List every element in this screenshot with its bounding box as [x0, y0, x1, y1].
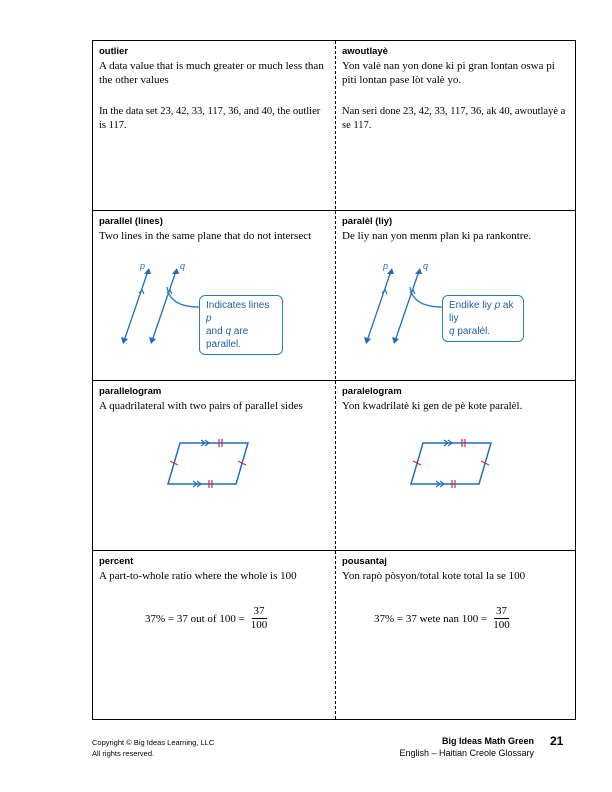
callout-pointer	[406, 283, 446, 311]
copyright-text: Copyright © Big Ideas Learning, LLC	[92, 738, 215, 747]
definition-creole: Yon valè nan yon done ki pi gran lontan oswa pi piti lontan pase lòt valè yo.	[342, 60, 555, 86]
term-english: outlier	[99, 46, 129, 57]
callout-parallel-creole: Endike liy p ak liy q paralèl.	[442, 295, 524, 342]
creole-cell	[336, 41, 577, 210]
fraction: $\frac{37}{100}$	[250, 605, 268, 631]
parallelogram-figure	[406, 439, 496, 489]
definition-english: Two lines in the same plane that do not intersect	[99, 230, 312, 242]
english-cell	[93, 41, 335, 210]
term-english: parallel (lines)	[99, 216, 163, 227]
page-number: 21	[550, 734, 564, 748]
glossary-table	[92, 40, 576, 720]
fraction: $\frac{37}{100}$	[493, 605, 510, 631]
definition-creole: Yon kwadrilatè ki gen de pè kote paralèl.	[342, 400, 523, 412]
label-p: p	[140, 261, 146, 271]
footer-copyright	[92, 737, 214, 759]
glossary-row-parallelogram	[93, 381, 575, 551]
percent-equation-english: 37% = 37 out of 100 = $\frac{37}{100}$	[145, 605, 268, 631]
creole-cell	[336, 381, 577, 550]
label-q: q	[423, 261, 429, 271]
definition-creole: De liy nan yon menm plan ki pa rankontre.	[342, 230, 532, 242]
callout-parallel-english: Indicates lines p and q are parallel.	[199, 295, 283, 355]
book-title: Big Ideas Math Green	[441, 736, 534, 746]
glossary-row-outlier	[93, 41, 575, 211]
glossary-title: English – Haitian Creole Glossary	[399, 748, 534, 758]
glossary-row-parallel	[93, 211, 575, 381]
line-p	[367, 271, 391, 341]
term-creole: awoutlayè	[342, 46, 388, 57]
creole-cell	[336, 211, 577, 380]
term-creole: paralelogram	[342, 386, 402, 397]
footer-book-info	[399, 735, 534, 759]
example-english: In the data set 23, 42, 33, 117, 36, and 40, the outlier is 117.	[99, 106, 321, 131]
percent-equation-creole: 37% = 37 wete nan 100 = $\frac{37}{100}$	[374, 605, 510, 631]
term-english: percent	[99, 556, 134, 567]
parallelogram-figure	[163, 439, 253, 489]
line-p	[124, 271, 148, 341]
parallelogram-shape	[411, 443, 491, 484]
english-cell	[93, 211, 335, 380]
label-q: q	[180, 261, 186, 271]
definition-creole: Yon rapò pòsyon/total kote total la se 100	[342, 570, 526, 582]
label-p: p	[383, 261, 389, 271]
rights-text: All rights reserved.	[92, 749, 155, 758]
term-creole: pousantaj	[342, 556, 387, 567]
english-cell	[93, 381, 335, 550]
definition-english: A part-to-whole ratio where the whole is 100	[99, 570, 297, 582]
term-creole: paralèl (liy)	[342, 216, 393, 227]
definition-english: A quadrilateral with two pairs of parallel sides	[99, 400, 303, 412]
term-english: parallelogram	[99, 386, 162, 397]
definition-english: A data value that is much greater or much less than the other values	[99, 60, 324, 86]
parallelogram-shape	[168, 443, 248, 484]
callout-pointer	[163, 283, 203, 311]
glossary-row-percent	[93, 551, 575, 719]
creole-cell	[336, 551, 577, 719]
english-cell	[93, 551, 335, 719]
example-creole: Nan seri done 23, 42, 33, 117, 36, ak 40, awoutlayè a se 117.	[342, 106, 566, 131]
